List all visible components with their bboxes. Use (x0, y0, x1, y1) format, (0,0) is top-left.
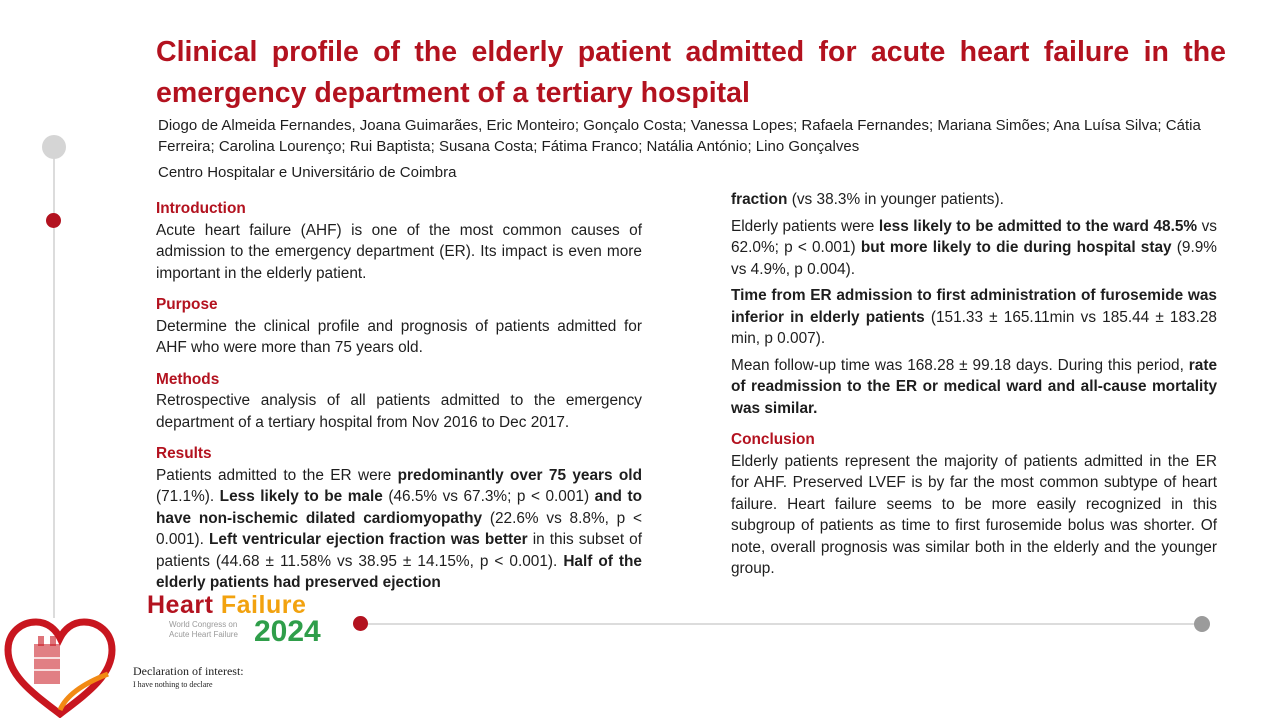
methods-text: Retrospective analysis of all patients admitted to the emergency department of a tertiary hospital from Nov 2016 to Dec 2017. (156, 392, 642, 431)
results-highlight: predominantly over 75 years old (397, 466, 642, 484)
left-column (156, 198, 642, 594)
results-text: (vs 38.3% in younger patients). (787, 191, 1004, 208)
congress-logo-subtitle (169, 620, 238, 639)
results-paragraph-4 (731, 355, 1217, 420)
timeline-dot-grey-right (1194, 616, 1210, 632)
results-paragraph-2 (731, 216, 1217, 281)
logo-subtitle-line-1: World Congress on (169, 620, 238, 629)
results-paragraph-3 (731, 285, 1217, 350)
results-text: in this subset of patients (44.68 ± 11.58% vs 38.95 ± 14.15%, p < 0.001). (156, 531, 642, 570)
introduction-text: Acute heart failure (AHF) is one of the most common causes of admission to the emergency department (ER). Its impact is even more important in the elderly patient. (156, 221, 642, 282)
results-highlight: and to have non-ischemic dilated cardiomyopathy (156, 488, 642, 527)
results-text: (151.33 ± 165.11min vs 185.44 ± 183.28 min, p 0.007). (731, 308, 1217, 347)
results-paragraph-1-continued (731, 189, 1217, 211)
results-paragraph-1 (156, 465, 642, 594)
affiliation: Centro Hospitalar e Universitário de Coimbra (158, 164, 457, 181)
timeline-dot-grey (42, 135, 66, 159)
declaration-title: Declaration of interest: (133, 664, 244, 678)
timeline-horizontal-line (362, 623, 1202, 625)
results-highlight: Half of the elderly patients had preserved ejection (156, 552, 642, 591)
poster-title: Clinical profile of the elderly patient admitted for acute heart failure in the emergency department of a tertiary hospital (156, 36, 1226, 109)
results-highlight: but more likely to die during hospital stay (860, 239, 1172, 256)
author-list: Diogo de Almeida Fernandes, Joana Guimarães, Eric Monteiro; Gonçalo Costa; Vanessa Lopes; Rafaela Fernandes; Mariana Simões; Ana Luísa Silva; Cátia Ferreira; Carolina Lourenço; Rui Baptista; Susana Costa; Fátima Franco; Natália António; Lino Gonçalves (158, 117, 1201, 155)
results-text: Elderly patients were (731, 217, 879, 235)
introduction-heading: Introduction (156, 200, 246, 217)
results-text: (46.5% vs 67.3%; p < 0.001) (382, 488, 595, 505)
results-text: (71.1%). (156, 488, 220, 505)
logo-subtitle-line-2: Acute Heart Failure (169, 629, 238, 639)
conclusion-text: Elderly patients represent the majority of patients admitted in the ER for AHF. Preserved LVEF is by far the most common subtype of heart failure. Heart failure seems to be more easily recognized in this subgroup of patients as time to first furosemide bolus was shorter. Of note, overall prognosis was similar both in the elderly and the younger group. (731, 452, 1217, 577)
results-text: (22.6% vs 8.8%, p < 0.001). (156, 509, 642, 548)
logo-word-heart: Heart (147, 591, 214, 619)
results-highlight: fraction (731, 191, 788, 208)
results-text: Patients admitted to the ER were (156, 466, 398, 484)
congress-logo-year: 2024 (254, 615, 321, 648)
methods-heading: Methods (156, 370, 220, 388)
results-text: (9.9% vs 4.9%, p 0.004). (731, 239, 1217, 278)
results-highlight: less likely to be admitted to the ward 48.5% (878, 217, 1198, 235)
purpose-text: Determine the clinical profile and prognosis of patients admitted for AHF who were more than 75 years old. (156, 317, 642, 356)
results-text: vs 62.0%; p < 0.001) (731, 217, 1218, 256)
results-text: Mean follow-up time was 168.28 ± 99.18 days. During this period, (731, 356, 1189, 374)
results-highlight: Time from ER admission to first administration of furosemide was inferior in elderly patients (731, 287, 1217, 326)
results-highlight: Left ventricular ejection fraction was better (208, 531, 528, 548)
results-highlight: rate of readmission to the ER or medical ward and all-cause mortality was similar. (731, 356, 1217, 417)
right-column (731, 189, 1217, 580)
conclusion-heading: Conclusion (731, 431, 815, 448)
results-heading: Results (156, 445, 212, 462)
declaration-text: I have nothing to declare (133, 680, 213, 689)
logo-word-failure: Failure (220, 591, 307, 619)
timeline-dot-red-bottom (353, 616, 368, 631)
results-highlight: Less likely to be male (219, 488, 383, 505)
timeline-dot-red (46, 213, 61, 228)
heart-logo-icon (4, 618, 116, 718)
purpose-heading: Purpose (156, 296, 218, 313)
